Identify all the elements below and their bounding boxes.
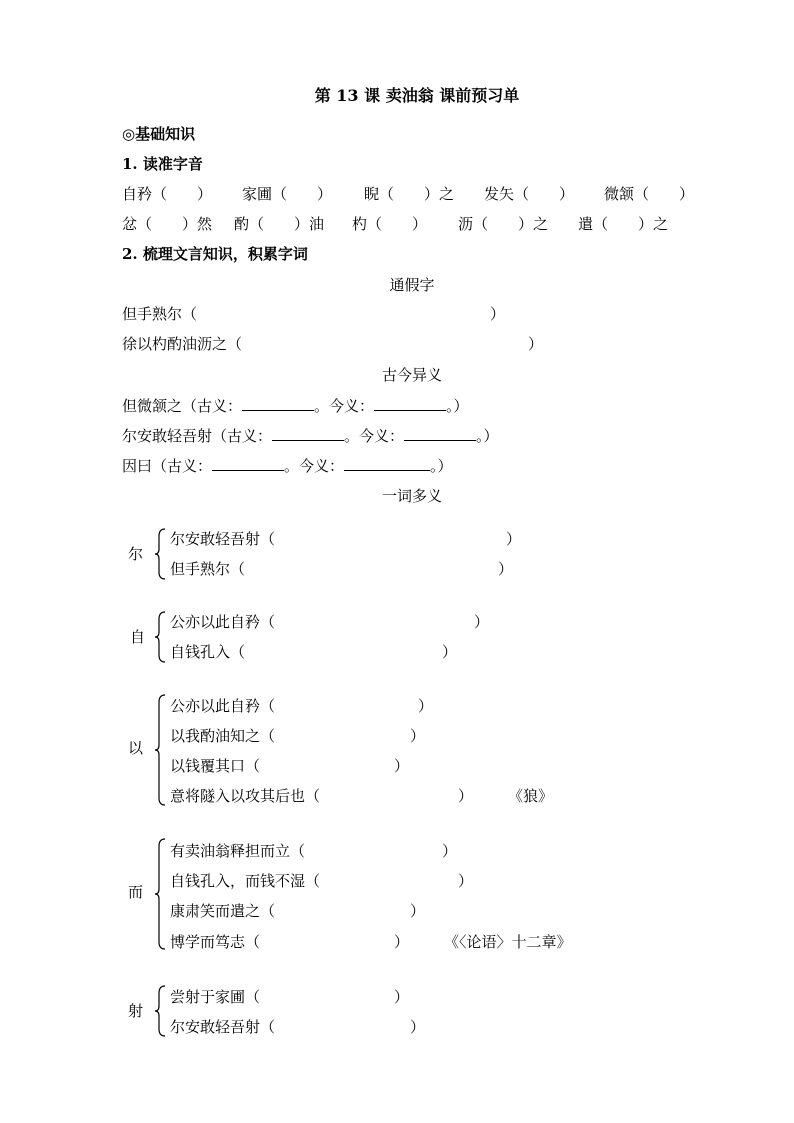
close-paren: ）: [442, 842, 458, 860]
close-paren: ）: [442, 643, 458, 661]
close-paren: ）: [458, 787, 474, 805]
gujin-item: 尔安敢轻吾射（古义： 。今义： 。）: [122, 427, 499, 445]
group-char-er: 尔: [128, 545, 144, 563]
pron-item: 杓（ ）: [352, 215, 428, 233]
tongjiazi-item: 但手熟尔（: [122, 305, 198, 323]
group-item: 以钱覆其口（: [170, 757, 261, 775]
group-item: 公亦以此自矜（: [170, 697, 276, 715]
pron-item: 睨（ ）之: [364, 185, 455, 203]
brace-icon: [154, 528, 166, 580]
gujin-item: 但微颔之（古义： 。今义： 。）: [122, 397, 469, 415]
section-heading-basic: ◎基础知识: [122, 125, 196, 143]
subheading-gujin: 古今异义: [381, 366, 442, 384]
source-note: 《〈论语〉十二章》: [444, 933, 572, 951]
pron-item: 遣（ ）之: [578, 215, 669, 233]
brace-icon: [154, 985, 166, 1037]
group-item: 康肃笑而遣之（: [170, 902, 276, 920]
close-paren: ）: [410, 727, 426, 745]
group-item: 尝射于家圃（: [170, 988, 261, 1006]
group-item: 有卖油翁释担而立（: [170, 842, 306, 860]
close-paren: ）: [410, 902, 426, 920]
close-paren: ）: [458, 872, 474, 890]
source-note: 《狼》: [508, 787, 554, 805]
subheading-yici: 一词多义: [381, 487, 442, 505]
pron-item: 沥（ ）之: [458, 215, 549, 233]
close-paren: ）: [528, 335, 544, 353]
close-paren: ）: [394, 933, 410, 951]
subheading-tongjiazi: 通假字: [389, 276, 435, 294]
group-item: 但手熟尔（: [170, 560, 246, 578]
close-paren: ）: [394, 988, 410, 1006]
answer-blank[interactable]: [344, 456, 430, 471]
brace-icon: [154, 611, 166, 663]
group-item: 意将隧入以攻其后也（: [170, 787, 321, 805]
group-char-zi: 自: [130, 628, 146, 646]
group-item: 以我酌油知之（: [170, 727, 276, 745]
brace-icon: [154, 694, 166, 806]
group-char-yi: 以: [128, 739, 144, 757]
answer-blank[interactable]: [272, 426, 344, 441]
pron-item: 微颔（ ）: [604, 185, 695, 203]
close-paren: ）: [394, 757, 410, 775]
pron-item: 自矜（ ）: [122, 185, 213, 203]
page-title: 第 13 课 卖油翁 课前预习单: [314, 86, 520, 105]
gujin-item: 因曰（古义： 。今义： 。）: [122, 457, 453, 475]
group-item: 公亦以此自矜（: [170, 613, 276, 631]
close-paren: ）: [474, 613, 490, 631]
brace-icon: [154, 838, 166, 950]
answer-blank[interactable]: [404, 426, 476, 441]
close-paren: ）: [506, 530, 522, 548]
pron-item: 发矢（ ）: [484, 185, 575, 203]
group-item: 尔安敢轻吾射（: [170, 1018, 276, 1036]
group-char-she: 射: [128, 1002, 144, 1020]
close-paren: ）: [490, 305, 506, 323]
pron-item: 酌（ ）油: [234, 215, 325, 233]
group-item: 尔安敢轻吾射（: [170, 530, 276, 548]
group-item: 博学而笃志（: [170, 933, 261, 951]
answer-blank[interactable]: [374, 396, 446, 411]
question-1-label: 1. 读准字音: [122, 155, 203, 173]
pron-item: 家圃（ ）: [242, 185, 333, 203]
group-item: 自钱孔入，而钱不湿（: [170, 872, 321, 890]
answer-blank[interactable]: [212, 456, 284, 471]
question-2-label: 2. 梳理文言知识，积累字词: [122, 245, 308, 263]
group-char-er2: 而: [128, 883, 144, 901]
group-item: 自钱孔入（: [170, 643, 246, 661]
pron-item: 忿（ ）然: [122, 215, 213, 233]
answer-blank[interactable]: [242, 396, 314, 411]
close-paren: ）: [418, 697, 434, 715]
tongjiazi-item: 徐以杓酌油沥之（: [122, 335, 243, 353]
close-paren: ）: [410, 1018, 426, 1036]
close-paren: ）: [498, 560, 514, 578]
